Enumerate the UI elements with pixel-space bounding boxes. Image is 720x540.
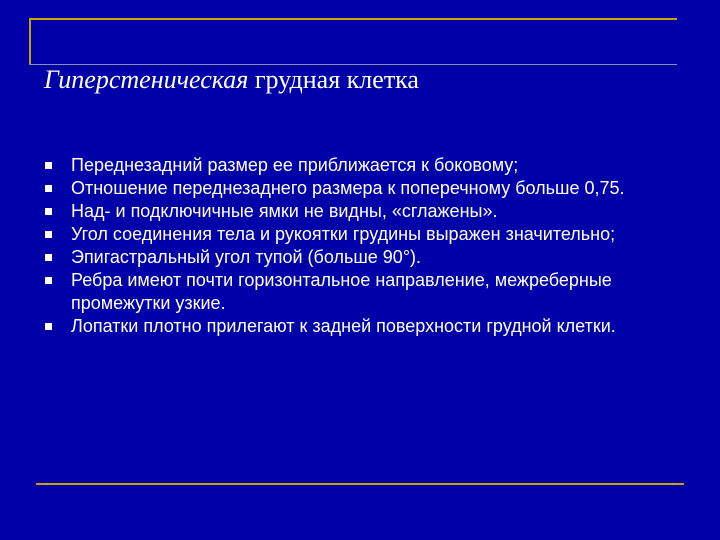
bullet-text: Эпигастральный угол тупой (больше 90°).	[71, 247, 422, 267]
bullet-text: Ребра имеют почти горизонтальное направление, межреберные промежутки узкие.	[71, 270, 612, 313]
square-bullet-icon	[45, 208, 52, 215]
square-bullet-icon	[45, 254, 52, 261]
square-bullet-icon	[45, 277, 52, 284]
square-bullet-icon	[45, 185, 52, 192]
bullet-text: Лопатки плотно прилегают к задней поверхности грудной клетки.	[71, 316, 616, 336]
footer-line	[36, 483, 684, 485]
bullet-item	[44, 154, 674, 177]
slide-title-italic: Гиперстеническая	[44, 65, 249, 94]
bullet-text: Над- и подключичные ямки не видны, «сглажены».	[71, 201, 498, 221]
bullet-item	[44, 177, 674, 200]
slide-title-rest: грудная клетка	[248, 65, 419, 94]
bullet-text: Отношение переднезаднего размера к поперечному больше 0,75.	[71, 178, 625, 198]
square-bullet-icon	[45, 162, 52, 169]
slide-title	[44, 64, 419, 96]
frame-top-line	[29, 18, 677, 20]
bullet-text: Переднезадний размер ее приближается к боковому;	[71, 155, 519, 175]
bullet-item	[44, 200, 674, 223]
bullet-item	[44, 223, 674, 246]
bullet-item	[44, 269, 674, 315]
square-bullet-icon	[45, 231, 52, 238]
bullet-text: Угол соединения тела и рукоятки грудины выражен значительно;	[71, 224, 616, 244]
bullet-item	[44, 315, 674, 338]
bullet-item	[44, 246, 674, 269]
frame-left-line	[29, 18, 31, 64]
square-bullet-icon	[45, 323, 52, 330]
bullet-list	[44, 154, 674, 338]
